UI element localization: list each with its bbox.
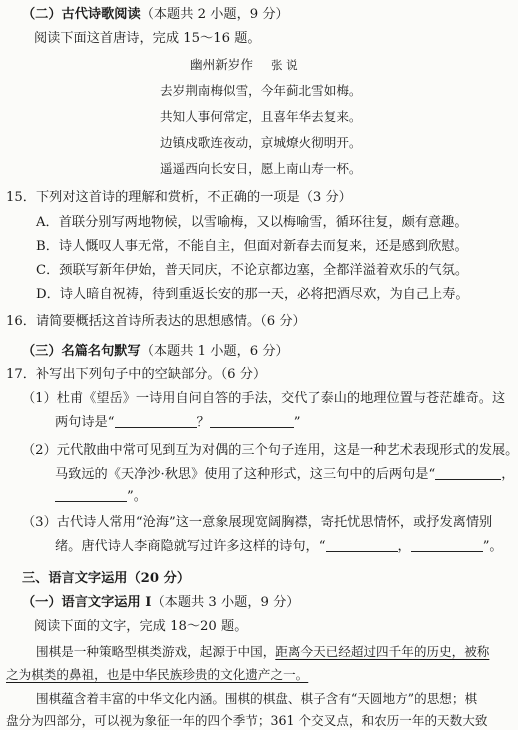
- section-heading-recitation: （三）名篇名句默写（本题共 1 小题，6 分）: [22, 344, 289, 359]
- answer-blank[interactable]: [435, 467, 501, 480]
- q15-option-d: D．诗人暗自祝祷，待到重返长安的那一天，必将把酒尽欢，为自己上寿。: [36, 287, 469, 302]
- answer-blank[interactable]: [326, 539, 398, 552]
- poem-author: 张 说: [270, 58, 298, 72]
- passage-paragraph-1-line-2: [6, 666, 308, 684]
- part-3-subheading: （一）语言文字运用 Ⅰ（本题共 3 小题，9 分）: [22, 595, 300, 610]
- poem-title-line: [190, 56, 298, 74]
- question-17-stem: 17．补写出下列句子中的空缺部分。（6 分）: [6, 367, 267, 382]
- passage-paragraph-1-line-1: 围棋是一种策略型棋类游戏，起源于中国，距离今天已经超过四千年的历史，被称: [36, 644, 490, 659]
- poem-line: 共知人事何常定，且喜年华去复来。: [160, 109, 362, 124]
- answer-blank[interactable]: [411, 539, 483, 552]
- underlined-sentence: 之为棋类的鼻祖，也是中华民族珍贵的文化遗产之一。: [6, 667, 309, 682]
- answer-blank[interactable]: [115, 415, 197, 428]
- question-15-stem: 15．下列对这首诗的理解和赏析，不正确的一项是（3 分）: [6, 190, 352, 205]
- part-3-instruction: 阅读下面的文字，完成 18～20 题。: [34, 619, 248, 634]
- question-16-stem: 16．请简要概括这首诗所表达的思想感情。（6 分）: [6, 314, 306, 329]
- q17-item-2-line-2: 马致远的《天净沙·秋思》使用了这种形式，这三句中的后两句是“ ，: [55, 467, 515, 482]
- part-3-heading: 三、语言文字运用（20 分）: [22, 571, 191, 586]
- q17-item-2-line-1: （2）元代散曲中常可见到互为对偶的三个句子连用，这是一种艺术表现形式的发展。: [22, 443, 518, 458]
- poem-line: 遥遥西向长安日，愿上南山寿一杯。: [160, 161, 362, 176]
- passage-paragraph-2-line-1: 围棋蕴含着丰富的中华文化内涵。围棋的棋盘、棋子含有“天圆地方”的思想；棋: [36, 691, 478, 706]
- poem-line: 去岁荆南梅似雪，今年蓟北雪如梅。: [160, 83, 362, 98]
- q17-item-1-line-1: （1）杜甫《望岳》一诗用自问自答的手法，交代了泰山的地理位置与苍茫雄奇。这: [22, 391, 506, 406]
- q15-option-a: A．首联分别写两地物候，以雪喻梅，又以梅喻雪，循环往复，颇有意趣。: [36, 215, 468, 230]
- section-heading-poetry: （二）古代诗歌阅读（本题共 2 小题，9 分）: [22, 7, 289, 22]
- answer-blank[interactable]: [210, 415, 294, 428]
- q17-item-3-line-2: 绪。唐代诗人李商隐就写过许多这样的诗句，“ ， ”。: [55, 539, 503, 554]
- poem-line: 边镇戍歌连夜动，京城燎火彻明开。: [160, 135, 362, 150]
- passage-paragraph-2-line-2: 盘分为四部分，可以视为象征一年的四个季节；361 个交叉点，和农历一年的天数大致: [6, 713, 488, 728]
- q17-item-2-line-3: ”。: [55, 488, 147, 506]
- underlined-sentence: 距离今天已经超过四千年的历史，被称: [275, 644, 490, 659]
- q15-option-c: C．颈联写新年伊始，普天同庆，不论京都边塞，全都洋溢着欢乐的气氛。: [36, 263, 469, 278]
- poem-title: 幽州新岁作: [190, 57, 253, 72]
- q17-item-3-line-1: （3）古代诗人常用“沧海”这一意象展现宽阔胸襟，寄托忧思情怀，或抒发离情别: [22, 515, 493, 530]
- q17-item-1-line-2: 两句诗是“ ？ ”: [55, 415, 301, 430]
- q15-option-b: B．诗人慨叹人事无常，不能自主，但面对新春去而复来，还是感到欣慰。: [36, 239, 468, 254]
- answer-blank[interactable]: [55, 489, 127, 502]
- poetry-instruction: 阅读下面这首唐诗，完成 15～16 题。: [34, 31, 261, 46]
